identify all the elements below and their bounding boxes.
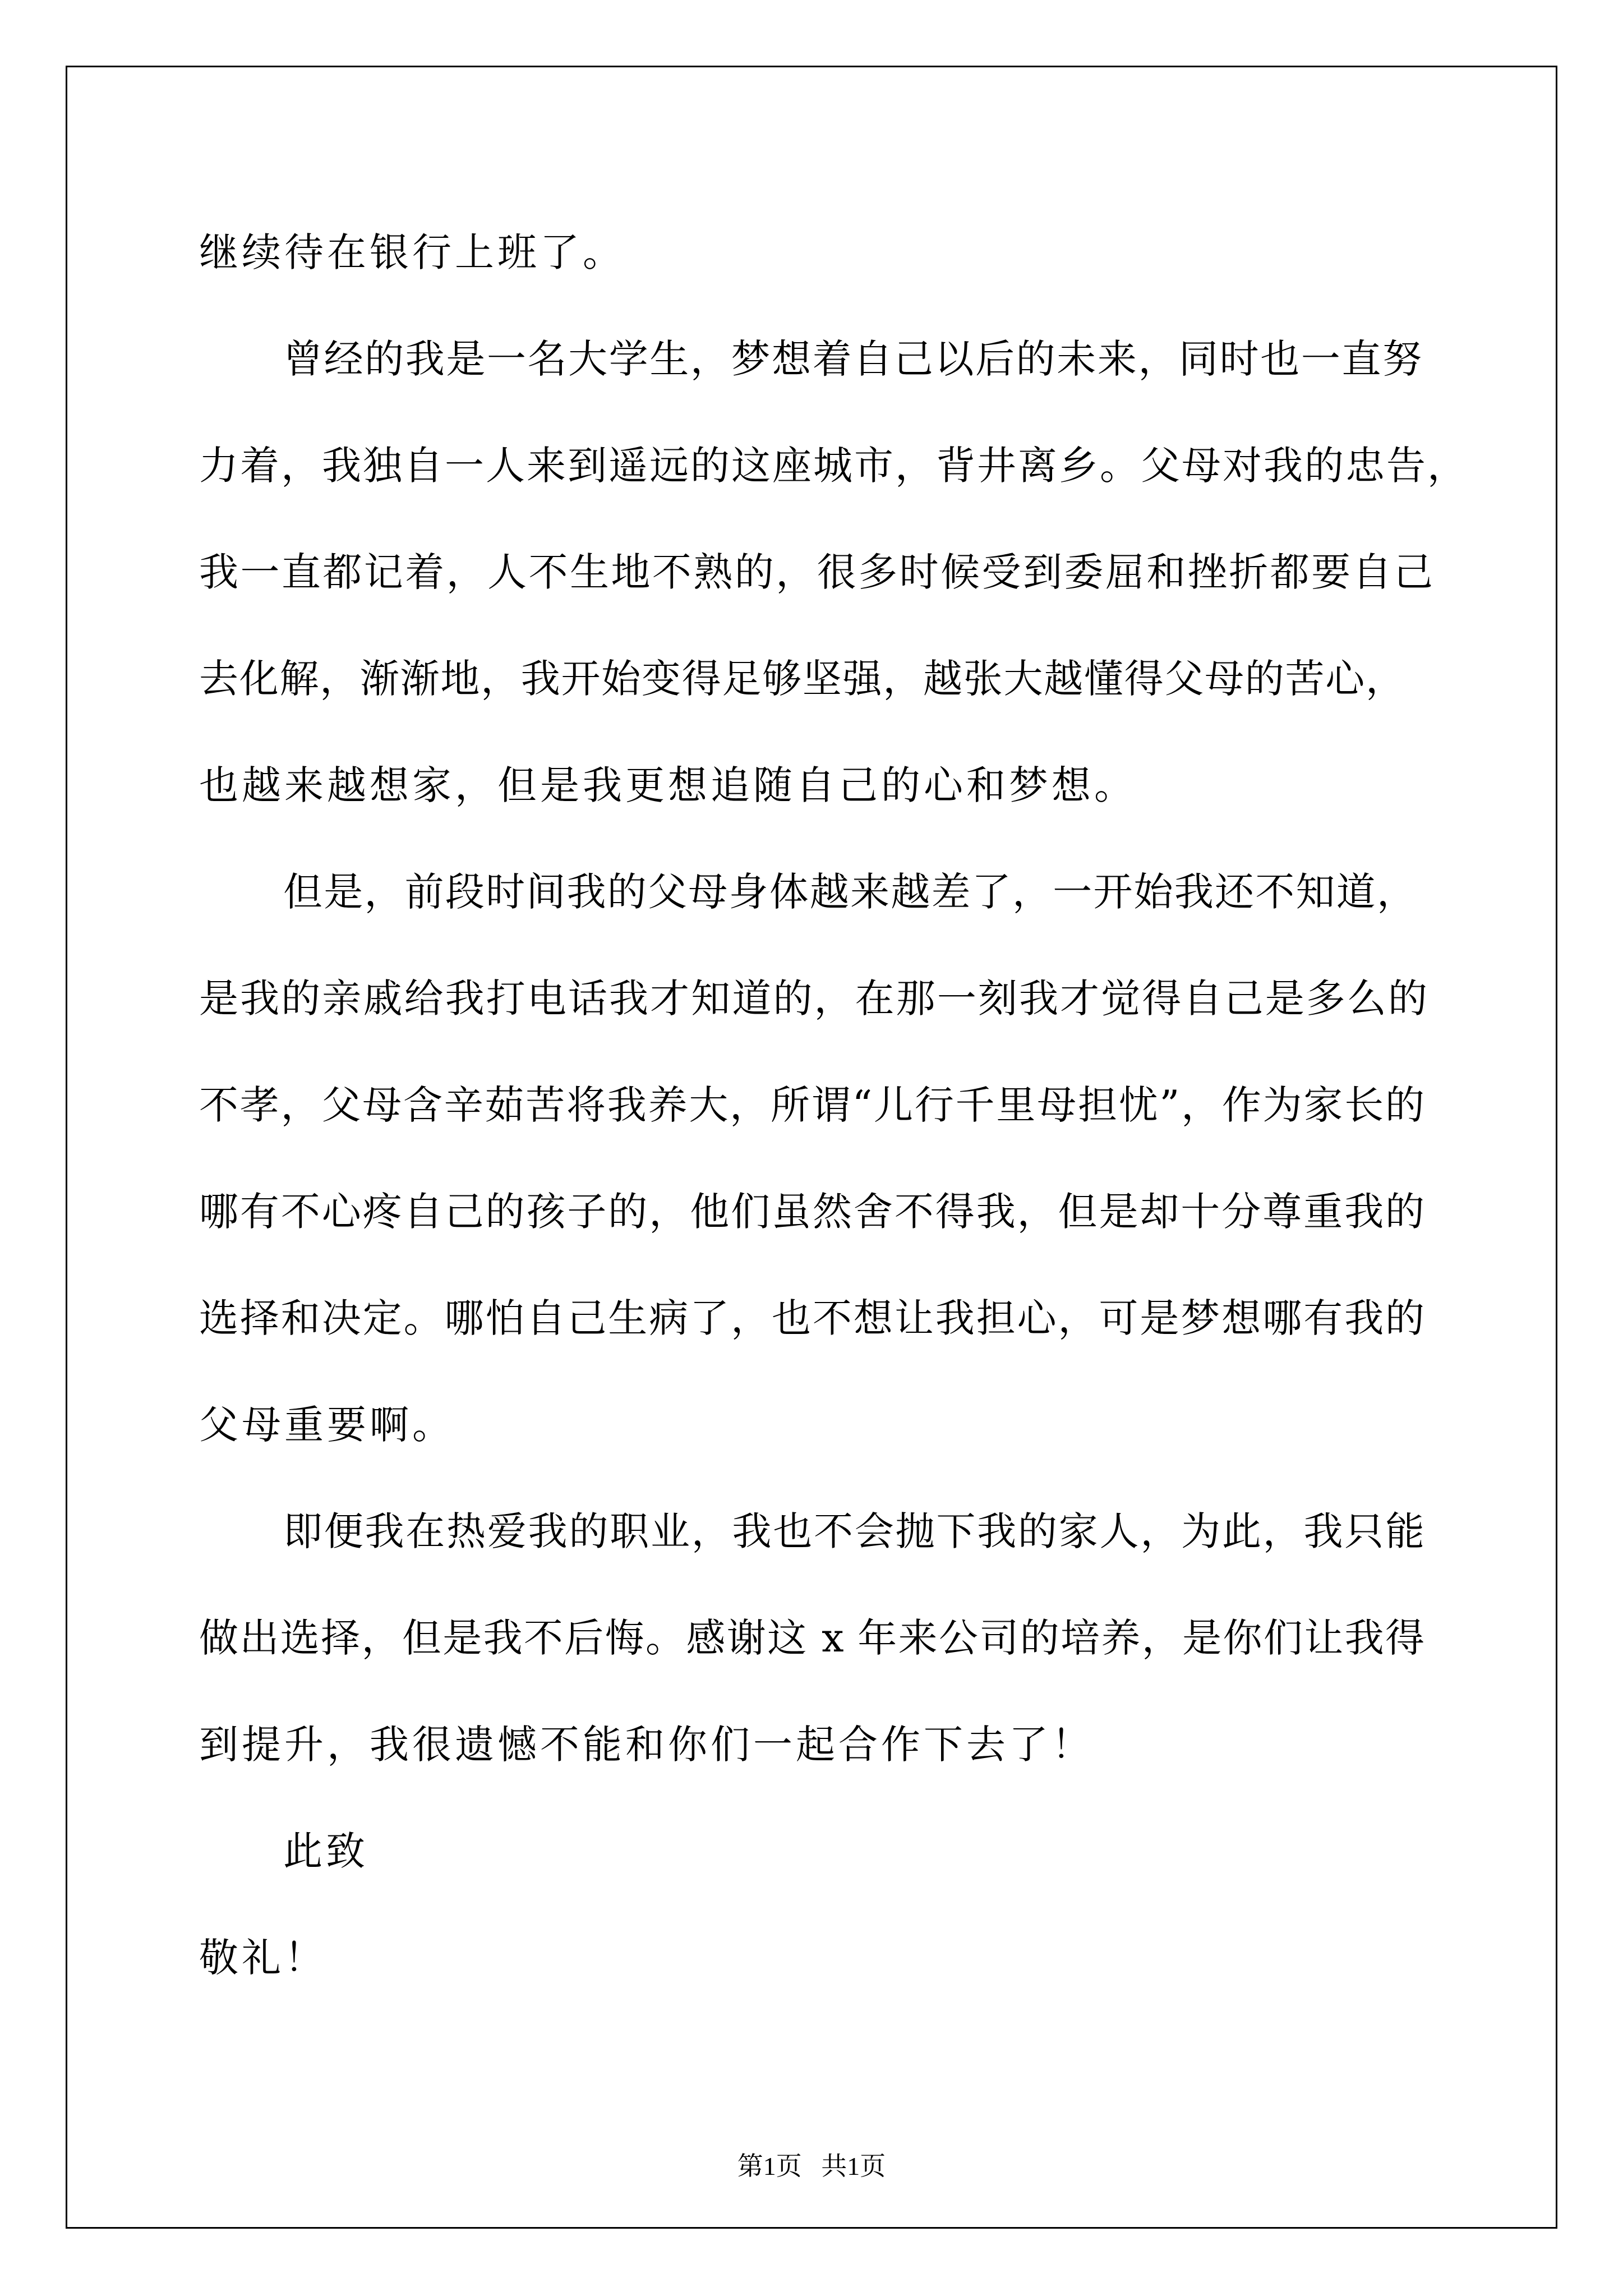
text-line: 继续待在银行上班了。: [199, 229, 625, 275]
text-line: 父母重要啊。: [199, 1402, 455, 1448]
paragraph-first-line: 但是，前段时间我的父母身体越来越差了，一开始我还不知道，: [283, 869, 1416, 915]
text-line: 到提升，我很遗憾不能和你们一起合作下去了！: [199, 1722, 1094, 1768]
closing-salutation: 此致: [283, 1828, 368, 1874]
text-line: 也越来越想家，但是我更想追随自己的心和梦想。: [199, 762, 1137, 808]
text-line: 哪有不心疼自己的孩子的，他们虽然舍不得我，但是却十分尊重我的: [199, 1189, 1424, 1235]
paragraph-first-line: 曾经的我是一名大学生，梦想着自己以后的未来，同时也一直努: [283, 336, 1422, 382]
text-line: 去化解，渐渐地，我开始变得足够坚强，越张大越懂得父母的苦心，: [199, 656, 1405, 702]
text-line: 选择和决定。哪怕自己生病了，也不想让我担心，可是梦想哪有我的: [199, 1295, 1424, 1341]
text-line: 力着，我独自一人来到遥远的这座城市，背井离乡。父母对我的忠告，: [199, 443, 1467, 489]
text-line: 不孝，父母含辛茹苦将我养大，所谓“儿行千里母担忧”，作为家长的: [199, 1082, 1424, 1128]
page-number-footer: 第1页 共1页: [737, 2152, 886, 2180]
text-line: 是我的亲戚给我打电话我才知道的，在那一刻我才觉得自己是多么的: [199, 976, 1427, 1022]
text-line: 我一直都记着，人不生地不熟的，很多时候受到委屈和挫折都要自己: [199, 549, 1433, 595]
text-line: 做出选择，但是我不后悔。感谢这 x 年来公司的培养，是你们让我得: [199, 1615, 1424, 1661]
closing-regards: 敬礼！: [199, 1935, 327, 1981]
page-border: [66, 66, 1557, 2229]
paragraph-first-line: 即便我在热爱我的职业，我也不会抛下我的家人，为此，我只能: [283, 1508, 1424, 1554]
